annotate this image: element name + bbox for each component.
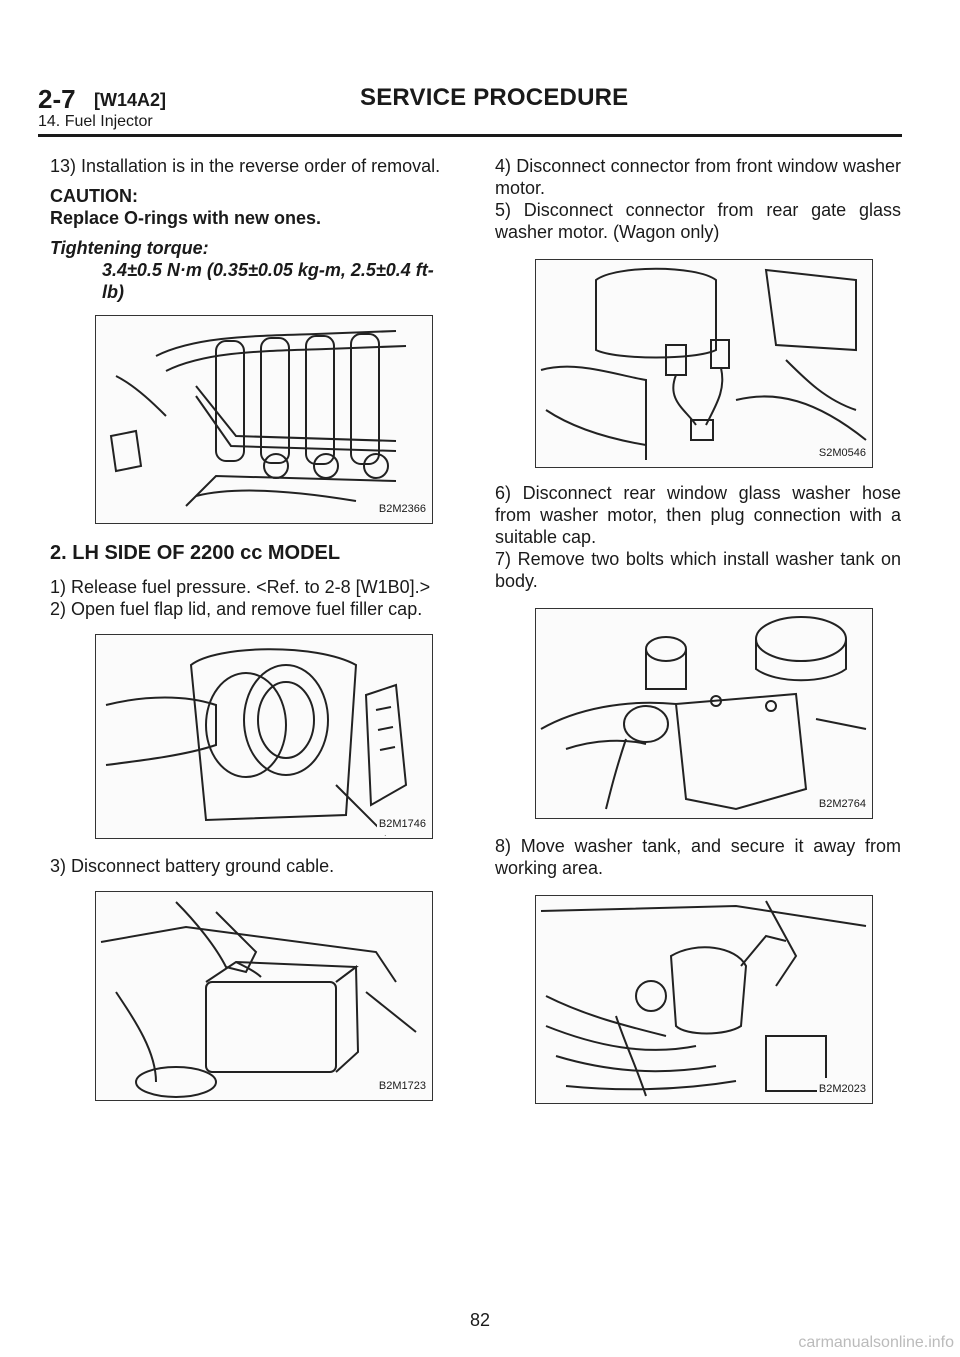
section-heading: 2. LH SIDE OF 2200 cc MODEL — [50, 542, 341, 564]
section-number: 2-7 — [38, 84, 76, 114]
figure-washer-tank-bolts — [535, 608, 873, 819]
section-code: [W14A2] — [94, 90, 167, 110]
step-2: 2) Open fuel flap lid, and remove fuel filler cap. — [50, 599, 423, 619]
right-column — [495, 155, 901, 1104]
step-7: 7) Remove two bolts which install washer tank on body. — [495, 549, 901, 591]
figure-washer-connectors — [535, 259, 873, 468]
step-5: 5) Disconnect connector from rear gate glass washer motor. (Wagon only) — [495, 200, 901, 242]
battery-illustration — [96, 892, 432, 1100]
left-column — [50, 155, 445, 1101]
figure-label: S2M0546 — [817, 442, 868, 464]
step-4: 4) Disconnect connector from front window washer motor. — [495, 156, 901, 198]
watermark-footer: carmanualsonline.info — [798, 1334, 954, 1351]
figure-washer-tank-moved — [535, 895, 873, 1104]
figure-label: B2M2023 — [817, 1078, 868, 1100]
figure-fuel-filler-cap — [95, 634, 433, 839]
washer-connector-illustration — [536, 260, 872, 467]
figure-injector-install — [95, 315, 433, 524]
step-1: 1) Release fuel pressure. <Ref. to 2-8 [W1B0].> — [50, 577, 431, 597]
torque-value: 3.4±0.5 N·m (0.35±0.05 kg-m, 2.5±0.4 ft-lb) — [102, 260, 434, 302]
page-header — [38, 84, 902, 130]
engine-bay-illustration — [536, 896, 872, 1103]
figure-label: B2M1723 — [377, 1075, 428, 1097]
caution-label: CAUTION: — [50, 186, 138, 206]
figure-label: B2M1746 — [377, 813, 428, 835]
injector-illustration — [96, 316, 432, 523]
fuel-cap-illustration — [96, 635, 432, 838]
page-number: 82 — [469, 1310, 491, 1330]
figure-battery-ground — [95, 891, 433, 1101]
figure-label: B2M2366 — [377, 498, 428, 520]
step-13: 13) Installation is in the reverse order of removal. — [50, 156, 441, 176]
subsection-title: 14. Fuel Injector — [38, 113, 153, 130]
step-3: 3) Disconnect battery ground cable. — [50, 856, 335, 876]
step-8: 8) Move washer tank, and secure it away from working area. — [495, 836, 901, 878]
washer-tank-illustration — [536, 609, 872, 818]
caution-text: Replace O-rings with new ones. — [50, 208, 322, 228]
section-title: SERVICE PROCEDURE — [360, 84, 629, 111]
figure-label: B2M2764 — [817, 793, 868, 815]
header-rule — [38, 134, 902, 137]
torque-label: Tightening torque: — [50, 238, 209, 258]
step-6: 6) Disconnect rear window glass washer hose from washer motor, then plug connection with a suitable cap. — [495, 483, 901, 547]
